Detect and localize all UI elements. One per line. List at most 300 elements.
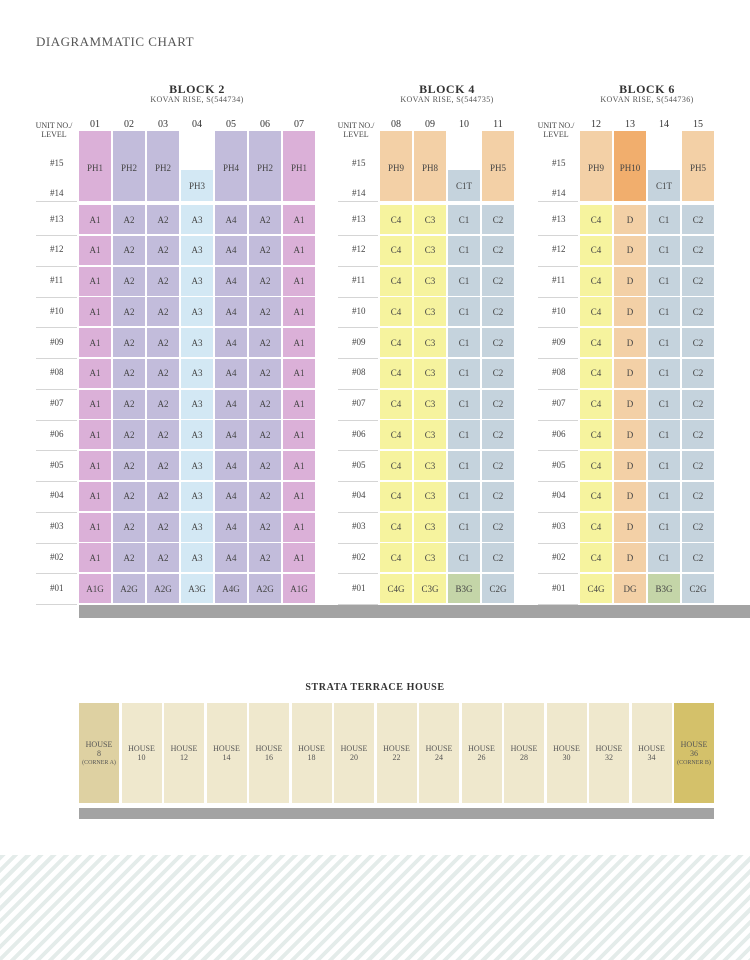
terrace-house — [674, 703, 714, 803]
block-address: KOVAN RISE, S(544735) — [400, 95, 494, 104]
unit-type-label: A2 — [157, 276, 169, 286]
unit-type-label: A2 — [259, 399, 271, 409]
unit-number: 01 — [90, 119, 100, 130]
level-label: #05 — [352, 459, 366, 470]
unit-type-label: A2 — [123, 306, 135, 317]
house-number: 10 — [137, 753, 146, 762]
unit-cell-penthouse — [414, 131, 446, 201]
unit-type-label: C3 — [424, 552, 436, 563]
unit-number: 08 — [391, 119, 401, 130]
unit-cell — [682, 236, 714, 265]
unit-cell — [380, 390, 412, 419]
unit-cell — [283, 420, 315, 449]
unit-type-label: C2 — [692, 306, 704, 317]
unit-type-label: A2 — [157, 399, 169, 409]
unit-type-label: A3 — [191, 552, 203, 563]
level-separator — [538, 389, 578, 390]
unit-cell — [682, 482, 714, 511]
unit-type-label: A2 — [259, 429, 271, 440]
house-number: 16 — [265, 753, 273, 762]
unit-type-label: A4 — [225, 491, 237, 502]
unit-cell — [414, 267, 446, 296]
unit-type-label: C2 — [692, 552, 704, 563]
block-title: BLOCK 2 — [169, 82, 225, 96]
unit-type-label: A3 — [191, 491, 203, 502]
unit-type-label: A2 — [157, 460, 169, 471]
unit-type-label: C4 — [390, 552, 402, 563]
unit-type-label: C3G — [421, 583, 439, 594]
unit-cell — [249, 482, 281, 511]
unit-type-label: PH9 — [387, 163, 404, 173]
unit-cell — [215, 205, 247, 234]
unit-cell — [249, 205, 281, 234]
unit-cell — [283, 390, 315, 419]
unit-type-label: C1 — [458, 522, 470, 532]
unit-type-label: C3 — [424, 429, 436, 440]
unit-type-label: A4 — [225, 245, 237, 256]
level-label: #03 — [50, 521, 64, 531]
unit-type-label: C4 — [390, 491, 402, 502]
house-label: HOUSE — [128, 744, 155, 753]
terrace-house — [419, 703, 459, 803]
level-label: #15 — [50, 158, 64, 168]
level-label: #14 — [552, 188, 566, 198]
unit-type-label: D — [626, 552, 634, 563]
unit-cell — [448, 359, 480, 388]
unit-type-label: A1 — [89, 522, 101, 532]
level-label: #02 — [50, 551, 64, 562]
unit-type-label: C2 — [492, 491, 504, 502]
house-label: HOUSE — [170, 744, 198, 753]
unit-type-label: C3 — [424, 399, 436, 409]
unit-cell — [79, 359, 111, 388]
unit-type-label: C3 — [424, 276, 436, 286]
unit-cell — [448, 420, 480, 449]
unit-cell — [113, 513, 145, 542]
unit-type-label: DG — [623, 583, 637, 594]
unit-cell — [648, 205, 680, 234]
unit-type-label: D — [626, 245, 634, 256]
unit-type-label: A4 — [225, 552, 237, 563]
unit-cell — [147, 543, 179, 572]
unit-type-label: C2 — [492, 368, 504, 379]
level-separator — [338, 450, 378, 451]
unit-cell — [113, 390, 145, 419]
unit-cell — [580, 451, 612, 480]
unit-cell — [414, 328, 446, 357]
level-label: #06 — [352, 428, 366, 439]
level-separator — [36, 450, 77, 451]
unit-cell — [614, 420, 646, 449]
unit-cell — [113, 420, 145, 449]
unit-type-label: A3 — [191, 460, 203, 471]
unit-type-label: A1 — [293, 522, 305, 532]
level-label: #08 — [50, 367, 64, 378]
unit-type-label: D — [626, 337, 634, 348]
unit-cell — [648, 297, 680, 326]
unit-type-label: PH9 — [587, 163, 604, 173]
unit-cell — [648, 267, 680, 296]
terrace-house — [207, 703, 247, 803]
level-label: #11 — [352, 275, 366, 285]
unit-cell — [215, 390, 247, 419]
unit-type-label: C2 — [692, 491, 704, 502]
terrace-house — [504, 703, 544, 803]
unit-type-label: C2 — [692, 522, 704, 532]
unit-type-label: A2 — [123, 399, 135, 409]
unit-type-label: C1T — [455, 180, 472, 191]
unit-cell — [614, 328, 646, 357]
unit-type-label: A2 — [123, 214, 135, 225]
unit-cell — [215, 328, 247, 357]
unit-type-label: A1 — [293, 245, 305, 256]
unit-type-label: A2 — [157, 306, 169, 317]
unit-cell-ground — [580, 574, 612, 603]
level-label: #06 — [552, 428, 566, 439]
level-separator — [538, 235, 578, 236]
unit-cell — [482, 420, 514, 449]
unit-number: 04 — [192, 119, 202, 130]
unit-cell — [249, 236, 281, 265]
level-label: #12 — [552, 244, 566, 255]
level-separator — [338, 573, 378, 574]
unit-cell-penthouse — [648, 170, 680, 201]
unit-cell-ground — [215, 574, 247, 603]
unit-type-label: A2 — [123, 552, 135, 563]
unit-type-label: PH5 — [489, 163, 506, 173]
unit-cell — [215, 543, 247, 572]
unit-type-label: C4 — [390, 460, 402, 471]
unit-type-label: A1 — [89, 491, 101, 502]
level-separator — [36, 297, 77, 298]
unit-cell-penthouse — [147, 131, 179, 201]
unit-cell — [215, 236, 247, 265]
unit-type-label: D — [626, 306, 634, 317]
unit-level-header: UNIT NO./ LEVEL — [537, 121, 575, 139]
podium-base-bar — [79, 605, 750, 618]
level-separator — [538, 201, 578, 202]
unit-type-label: A3 — [191, 245, 203, 256]
house-label: HOUSE — [680, 739, 708, 749]
unit-cell — [614, 390, 646, 419]
unit-type-label: D — [626, 522, 634, 532]
unit-type-label: C4 — [590, 306, 602, 317]
unit-cell — [414, 359, 446, 388]
level-label: #13 — [352, 213, 366, 224]
level-label: #09 — [552, 336, 566, 347]
unit-type-label: D — [626, 214, 634, 225]
unit-cell-penthouse — [283, 131, 315, 201]
unit-cell — [113, 297, 145, 326]
level-separator — [36, 604, 77, 605]
unit-type-label: A1G — [86, 583, 104, 594]
unit-cell-penthouse — [79, 131, 111, 201]
unit-cell-ground — [79, 574, 111, 603]
level-separator — [338, 358, 378, 359]
house-number: 30 — [562, 753, 571, 762]
unit-type-label: PH2 — [120, 163, 137, 173]
unit-type-label: PH2 — [154, 163, 171, 173]
unit-cell — [380, 297, 412, 326]
unit-cell — [283, 451, 315, 480]
level-separator — [338, 481, 378, 482]
unit-cell — [682, 390, 714, 419]
unit-cell — [580, 297, 612, 326]
terrace-house — [377, 703, 417, 803]
house-label: HOUSE — [298, 744, 325, 753]
unit-type-label: C2 — [492, 245, 504, 256]
unit-type-label: C4 — [590, 552, 602, 563]
unit-type-label: C1 — [658, 552, 670, 563]
unit-cell — [580, 420, 612, 449]
level-separator — [538, 573, 578, 574]
unit-type-label: A2 — [157, 245, 169, 256]
house-label: HOUSE — [340, 744, 368, 753]
unit-type-label: C2 — [692, 368, 704, 379]
level-separator — [338, 297, 378, 298]
unit-type-label: C2 — [492, 460, 504, 471]
unit-number: 11 — [493, 119, 503, 130]
terrace-house — [164, 703, 204, 803]
unit-number: 10 — [459, 119, 469, 130]
level-separator — [36, 512, 77, 513]
unit-cell — [414, 390, 446, 419]
unit-type-label: C2 — [692, 460, 704, 471]
unit-type-label: C2 — [492, 399, 504, 409]
unit-cell — [414, 543, 446, 572]
unit-cell — [380, 451, 412, 480]
house-number: 12 — [180, 753, 188, 762]
unit-cell — [249, 420, 281, 449]
unit-cell — [79, 267, 111, 296]
level-label: #08 — [352, 367, 366, 378]
unit-cell — [215, 482, 247, 511]
unit-cell — [147, 328, 179, 357]
unit-type-label: A1 — [89, 214, 101, 225]
unit-cell-ground — [147, 574, 179, 603]
unit-cell — [380, 420, 412, 449]
house-number: 26 — [477, 753, 486, 762]
unit-cell — [580, 513, 612, 542]
unit-cell — [414, 236, 446, 265]
terrace-base-bar — [79, 808, 714, 819]
unit-number: 15 — [693, 119, 703, 130]
level-label: #05 — [50, 459, 64, 470]
house-label: HOUSE — [213, 744, 240, 753]
unit-type-label: A3 — [191, 337, 203, 348]
unit-cell — [215, 513, 247, 542]
house-number: 28 — [520, 753, 528, 762]
level-separator — [36, 420, 77, 421]
house-label: HOUSE — [85, 739, 113, 749]
unit-type-label: C4 — [590, 337, 602, 348]
unit-cell — [181, 359, 213, 388]
unit-cell — [414, 451, 446, 480]
unit-cell — [482, 267, 514, 296]
unit-type-label: A2 — [123, 368, 135, 379]
level-separator — [36, 266, 77, 267]
unit-type-label: C4 — [390, 337, 402, 348]
unit-cell-ground — [448, 574, 480, 603]
unit-type-label: A1 — [89, 399, 101, 409]
unit-type-label: C4 — [390, 276, 402, 286]
unit-cell — [79, 513, 111, 542]
unit-cell — [614, 205, 646, 234]
unit-type-label: C4 — [590, 429, 602, 440]
unit-type-label: C1 — [458, 276, 470, 286]
unit-number: 12 — [591, 119, 601, 130]
unit-type-label: A4 — [225, 429, 237, 440]
level-label: #04 — [50, 490, 64, 501]
unit-type-label: C2 — [692, 399, 704, 409]
unit-type-label: C2G — [489, 583, 507, 594]
unit-type-label: A4 — [225, 368, 237, 379]
unit-cell — [482, 390, 514, 419]
house-number: 22 — [392, 753, 401, 762]
unit-cell — [181, 328, 213, 357]
level-separator — [338, 201, 378, 202]
unit-cell — [147, 267, 179, 296]
level-separator — [36, 327, 77, 328]
house-label: HOUSE — [255, 744, 283, 753]
unit-cell — [181, 543, 213, 572]
unit-cell — [648, 451, 680, 480]
unit-cell — [79, 451, 111, 480]
level-label: #06 — [50, 428, 64, 439]
unit-cell — [181, 513, 213, 542]
unit-type-label: A2 — [123, 245, 135, 256]
unit-cell — [147, 513, 179, 542]
unit-type-label: A1 — [293, 306, 305, 317]
level-label: #01 — [352, 582, 366, 593]
level-label: #04 — [552, 490, 566, 501]
unit-type-label: C4 — [390, 245, 402, 256]
unit-cell — [448, 328, 480, 357]
unit-type-label: B3G — [455, 583, 473, 594]
unit-type-label: PH3 — [188, 180, 205, 191]
unit-cell — [448, 390, 480, 419]
unit-cell — [448, 451, 480, 480]
block-title: BLOCK 4 — [419, 82, 475, 96]
level-label: #12 — [50, 244, 64, 255]
unit-type-label: C4 — [390, 368, 402, 379]
unit-type-label: C1 — [458, 306, 470, 317]
unit-type-label: A1 — [89, 368, 101, 379]
unit-type-label: A1 — [293, 276, 305, 286]
level-separator — [538, 266, 578, 267]
house-number: 36 — [690, 748, 698, 758]
house-label: HOUSE — [425, 744, 453, 753]
unit-cell — [215, 420, 247, 449]
unit-type-label: A2 — [123, 429, 135, 440]
unit-level-header: UNIT NO./ LEVEL — [35, 121, 73, 139]
unit-type-label: C3 — [424, 522, 436, 532]
unit-cell-ground — [181, 574, 213, 603]
level-separator — [36, 389, 77, 390]
unit-cell — [283, 482, 315, 511]
unit-type-label: C3 — [424, 368, 436, 379]
unit-type-label: C1 — [458, 429, 470, 440]
unit-type-label: C2 — [692, 214, 704, 225]
unit-number: 13 — [625, 119, 635, 130]
unit-type-label: A2 — [259, 276, 271, 286]
unit-cell — [580, 390, 612, 419]
unit-type-label: C2 — [692, 429, 704, 440]
unit-cell-ground — [648, 574, 680, 603]
unit-type-label: C3 — [424, 460, 436, 471]
unit-type-label: D — [626, 368, 634, 379]
unit-type-label: C3 — [424, 337, 436, 348]
unit-cell-ground — [380, 574, 412, 603]
terrace-house — [589, 703, 629, 803]
terrace-house — [547, 703, 587, 803]
unit-cell — [181, 451, 213, 480]
unit-cell-penthouse — [482, 131, 514, 201]
unit-type-label: C2 — [692, 337, 704, 348]
unit-cell — [249, 328, 281, 357]
unit-cell — [249, 267, 281, 296]
unit-type-label: A1 — [293, 214, 305, 225]
unit-cell — [283, 543, 315, 572]
unit-type-label: A2 — [157, 552, 169, 563]
unit-cell — [79, 390, 111, 419]
unit-type-label: A3 — [191, 399, 203, 409]
unit-cell — [648, 359, 680, 388]
unit-cell — [682, 297, 714, 326]
unit-cell — [380, 328, 412, 357]
unit-type-label: C2 — [492, 522, 504, 532]
unit-cell — [448, 267, 480, 296]
unit-cell — [682, 359, 714, 388]
unit-cell — [414, 297, 446, 326]
level-separator — [538, 358, 578, 359]
unit-type-label: C2 — [492, 306, 504, 317]
unit-type-label: A4 — [225, 399, 237, 409]
unit-type-label: C1 — [658, 491, 670, 502]
house-label: HOUSE — [553, 744, 580, 753]
level-label: #15 — [352, 158, 366, 168]
level-label: #01 — [50, 582, 64, 593]
level-label: #07 — [50, 398, 64, 408]
unit-type-label: C1 — [458, 245, 470, 256]
unit-cell — [580, 267, 612, 296]
unit-cell — [380, 482, 412, 511]
level-label: #07 — [552, 398, 566, 408]
unit-type-label: A2 — [259, 460, 271, 471]
unit-type-label: A1 — [293, 460, 305, 471]
decorative-stripes — [0, 855, 750, 960]
unit-type-label: C4 — [390, 429, 402, 440]
unit-type-label: C1 — [658, 337, 670, 348]
terrace-house — [632, 703, 672, 803]
unit-cell — [580, 359, 612, 388]
unit-type-label: A4 — [225, 214, 237, 225]
unit-cell — [181, 482, 213, 511]
unit-cell — [283, 297, 315, 326]
unit-type-label: A2G — [120, 583, 138, 594]
unit-cell — [682, 451, 714, 480]
house-corner-note: (CORNER B) — [677, 759, 711, 766]
level-separator — [538, 327, 578, 328]
block-address: KOVAN RISE, S(544734) — [150, 95, 244, 104]
unit-type-label: C3 — [424, 491, 436, 502]
level-label: #13 — [552, 213, 566, 224]
unit-cell — [682, 543, 714, 572]
unit-cell — [482, 328, 514, 357]
unit-cell — [181, 297, 213, 326]
unit-cell — [380, 513, 412, 542]
unit-cell — [113, 451, 145, 480]
